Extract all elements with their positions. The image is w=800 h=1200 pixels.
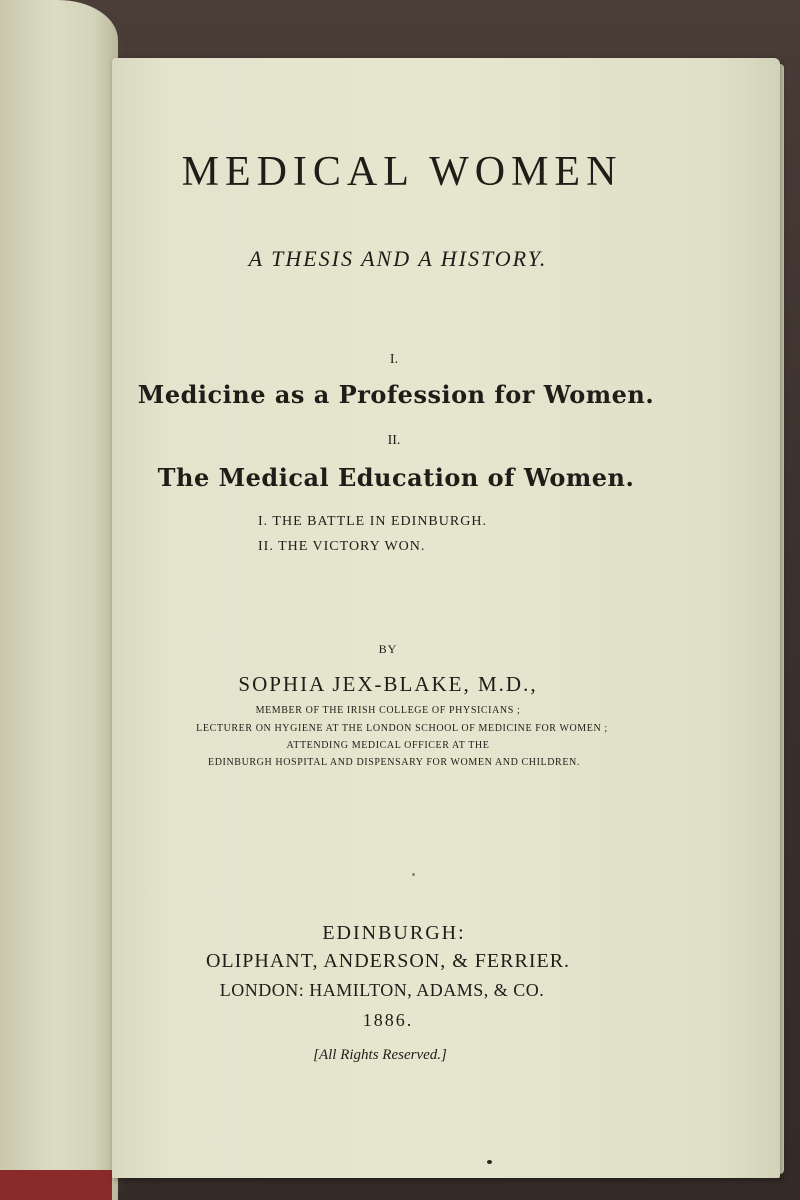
author-credential: EDINBURGH HOSPITAL AND DISPENSARY FOR WOMEN AND CHILDREN. — [208, 757, 580, 768]
part-2-title: The Medical Education of Women. — [157, 463, 635, 492]
part-1-title: Medicine as a Profession for Women. — [137, 380, 655, 409]
publication-year: 1886. — [362, 1010, 414, 1030]
london-publisher: LONDON: HAMILTON, ADAMS, & CO. — [219, 980, 545, 1000]
book-subtitle: A THESIS AND A HISTORY. — [248, 246, 548, 271]
author-credential: ATTENDING MEDICAL OFFICER AT THE — [286, 740, 490, 751]
part-1-number: I. — [389, 352, 399, 367]
part-2-section-2: II. THE VICTORY WON. — [258, 539, 426, 554]
book-title: MEDICAL WOMEN — [181, 149, 623, 195]
publisher: OLIPHANT, ANDERSON, & FERRIER. — [205, 950, 571, 972]
publication-place: EDINBURGH: — [322, 922, 466, 944]
part-2-number: II. — [387, 433, 401, 448]
part-2-section-1: I. THE BATTLE IN EDINBURGH. — [258, 514, 487, 529]
author-credential: LECTURER ON HYGIENE AT THE LONDON SCHOOL OF MEDICINE FOR WOMEN ; — [196, 723, 608, 734]
ink-speck — [487, 1160, 492, 1164]
by-label: BY — [378, 642, 398, 656]
ink-speck — [412, 873, 415, 876]
rights-notice: [All Rights Reserved.] — [313, 1047, 447, 1063]
author-credential: MEMBER OF THE IRISH COLLEGE OF PHYSICIANS ; — [255, 705, 521, 716]
binding-red-edge — [0, 1170, 112, 1200]
author-name: SOPHIA JEX-BLAKE, M.D., — [238, 672, 538, 696]
